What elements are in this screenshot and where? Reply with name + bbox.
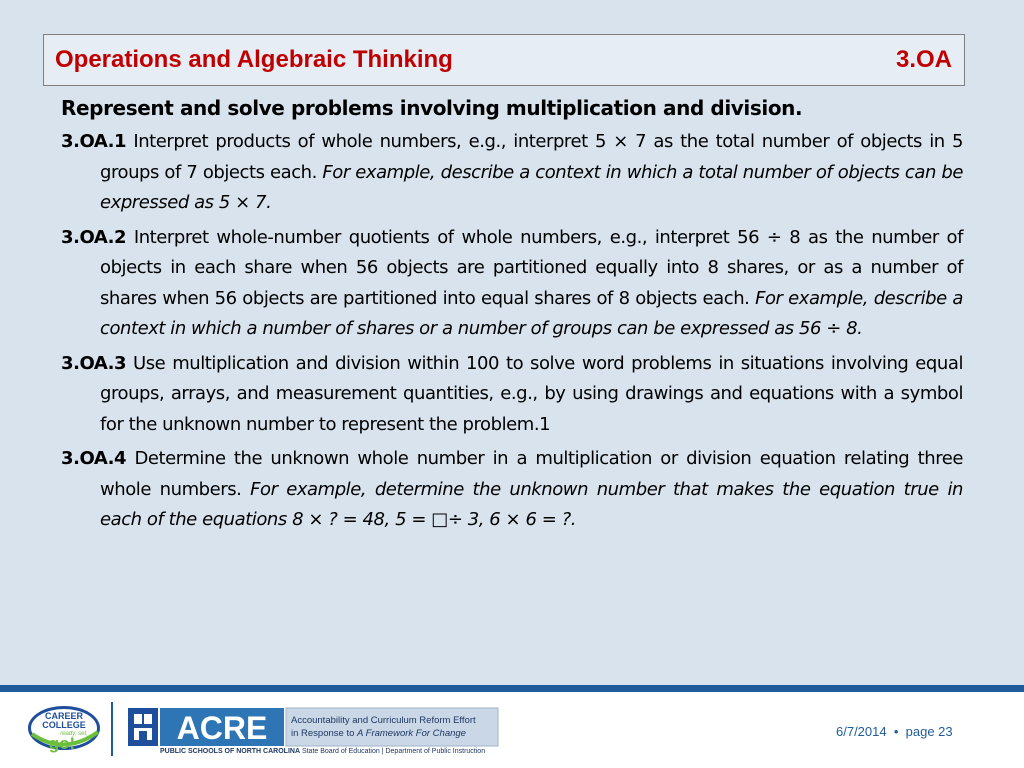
footer-date-page <box>836 724 953 739</box>
standard-item <box>61 444 963 536</box>
acre-subtitle <box>160 748 485 755</box>
standard-text: Interpret whole-number quotients of whole numbers, e.g., interpret 56 ÷ 8 as the number of objects in each share when 56 objects are partitioned equally into 8 shares, or as a number of shares when 56 objects are partitioned into equal shares of 8 objects each. <box>100 226 963 309</box>
page-number: page 23 <box>905 724 953 739</box>
footer-separator: • <box>893 724 899 739</box>
standard-item <box>61 223 963 345</box>
standard-code: 3.OA.3 <box>61 352 127 374</box>
logo-college-text: COLLEGE <box>42 720 86 730</box>
logo-divider <box>111 702 113 756</box>
standard-item <box>61 127 963 219</box>
standard-text: Interpret products of whole numbers, e.g., interpret 5 × 7 as the total number of objects in 5 groups of 7 objects each. <box>100 131 963 183</box>
standard-code: 3.OA.2 <box>61 226 127 248</box>
acre-line-2-prefix: in Response to <box>291 728 358 739</box>
acre-line-2 <box>291 728 466 739</box>
acre-line-1: Accountability and Curriculum Reform Effort <box>291 715 476 726</box>
logo-career-text: CAREER <box>44 711 84 721</box>
footer-divider-bar <box>0 685 1024 692</box>
standard-code: 3.OA.1 <box>61 131 127 152</box>
logo-go-text: go! <box>48 734 76 753</box>
acre-acronym: ACRE <box>176 710 268 746</box>
standard-example: For example, determine the unknown number that makes the equation true in each of the equations 8 × ? = 48, 5 = □÷ 3, 6 × 6 = ?. <box>100 478 963 530</box>
standard-text: Use multiplication and division within 100 to solve word problems in situations involving equal groups, arrays, and measurement quantities, e.g., by using drawings and equations with a symbol for the unknown number to represent the problem.1 <box>100 352 963 435</box>
acre-sub-main: PUBLIC SCHOOLS OF NORTH CAROLINA <box>160 748 300 755</box>
footer-date: 6/7/2014 <box>836 724 887 739</box>
acre-sub-detail: State Board of Education | Department of Public Instruction <box>300 748 486 755</box>
logo-tagline-text: ready, set, <box>60 731 88 737</box>
footer <box>0 692 1024 768</box>
title-bar <box>43 34 965 86</box>
standard-code: 3.OA.4 <box>61 448 127 469</box>
standard-example: For example, describe a context in which a number of shares or a number of groups can be expressed as 56 ÷ 8. <box>100 287 963 339</box>
standard-text: Determine the unknown whole number in a multiplication or division equation relating three whole numbers. <box>100 448 963 500</box>
standard-example: For example, describe a context in which a total number of objects can be expressed as 5 × 7. <box>100 161 963 213</box>
career-college-ready-logo <box>26 704 102 754</box>
page-title: Operations and Algebraic Thinking <box>55 46 453 73</box>
acre-line-2-italic: A Framework For Change <box>357 728 466 739</box>
standards-content <box>61 92 963 540</box>
standard-item <box>61 349 963 441</box>
cluster-heading: Represent and solve problems involving multiplication and division. <box>61 96 803 120</box>
domain-code: 3.OA <box>895 46 952 73</box>
